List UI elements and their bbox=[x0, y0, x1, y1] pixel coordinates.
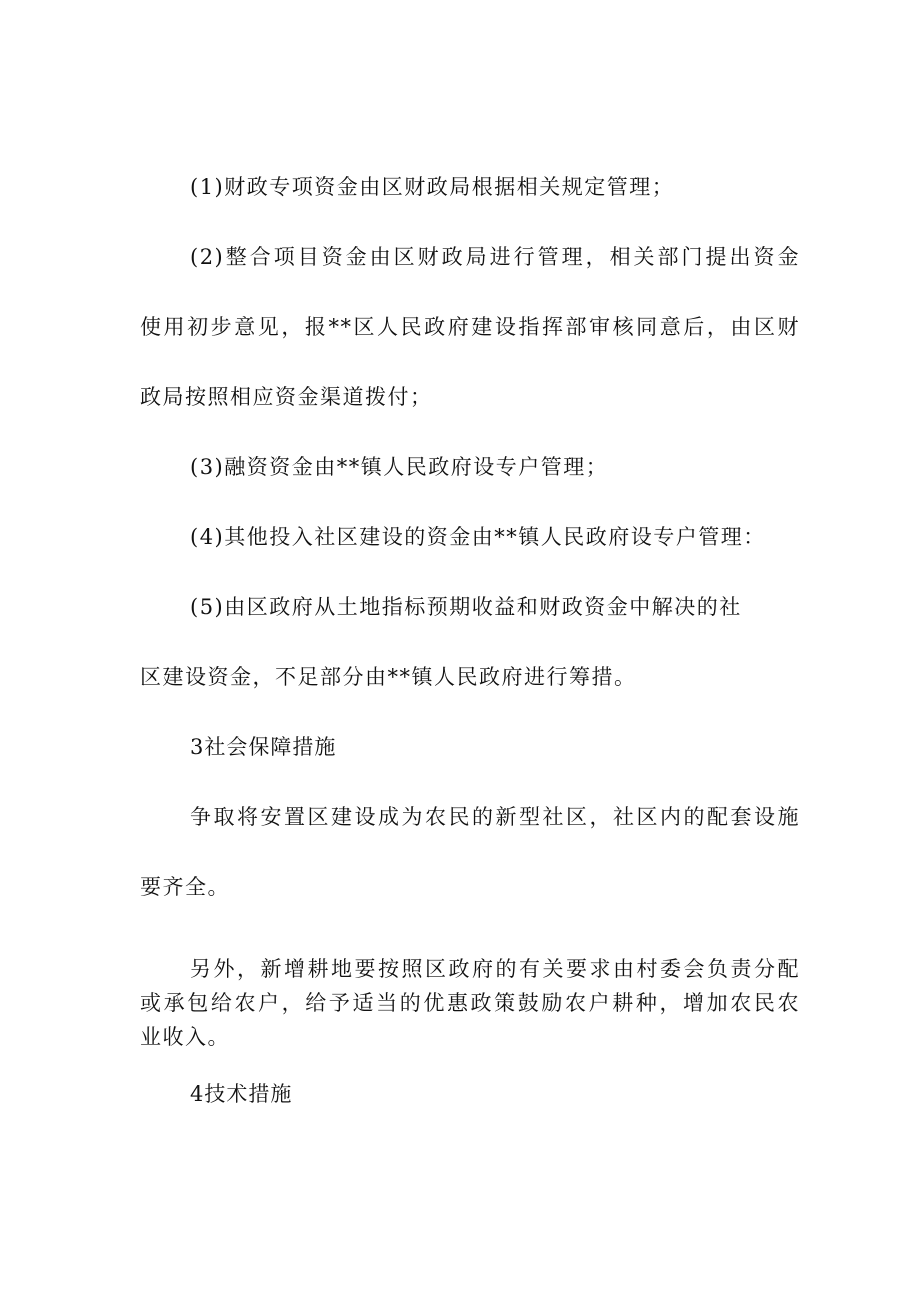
section-3-para-2-line-1: 另外，新增耕地要按照区政府的有关要求由村委会负责分配 bbox=[190, 957, 800, 981]
section-3-para-2-line-2: 或承包给农户，给予适当的优惠政策鼓励农户耕种，增加农民农 bbox=[140, 991, 800, 1015]
section-3-para-1-line-1: 争取将安置区建设成为农民的新型社区，社区内的配套设施 bbox=[190, 805, 800, 829]
section-3-para-2-line-3: 业收入。 bbox=[140, 1025, 230, 1049]
section-3-heading: 3社会保障措施 bbox=[190, 735, 337, 759]
section-4-heading: 4技术措施 bbox=[190, 1082, 293, 1106]
section-3-para-1-line-2: 要齐全。 bbox=[140, 875, 230, 899]
list-item-1: (1)财政专项资金由区财政局根据相关规定管理； bbox=[190, 175, 675, 199]
list-item-5-line-1: (5)由区政府从土地指标预期收益和财政资金中解决的社 bbox=[190, 595, 742, 619]
list-item-2-line-2: 使用初步意见，报**区人民政府建设指挥部审核同意后，由区财 bbox=[140, 315, 800, 339]
list-item-4: (4)其他投入社区建设的资金由**镇人民政府设专户管理： bbox=[190, 525, 766, 549]
list-item-5-line-2: 区建设资金，不足部分由**镇人民政府进行筹措。 bbox=[140, 665, 637, 689]
list-item-2-line-1: (2)整合项目资金由区财政局进行管理，相关部门提出资金 bbox=[190, 245, 800, 269]
list-item-2-line-3: 政局按照相应资金渠道拨付； bbox=[140, 385, 433, 409]
list-item-3: (3)融资资金由**镇人民政府设专户管理； bbox=[190, 455, 609, 479]
